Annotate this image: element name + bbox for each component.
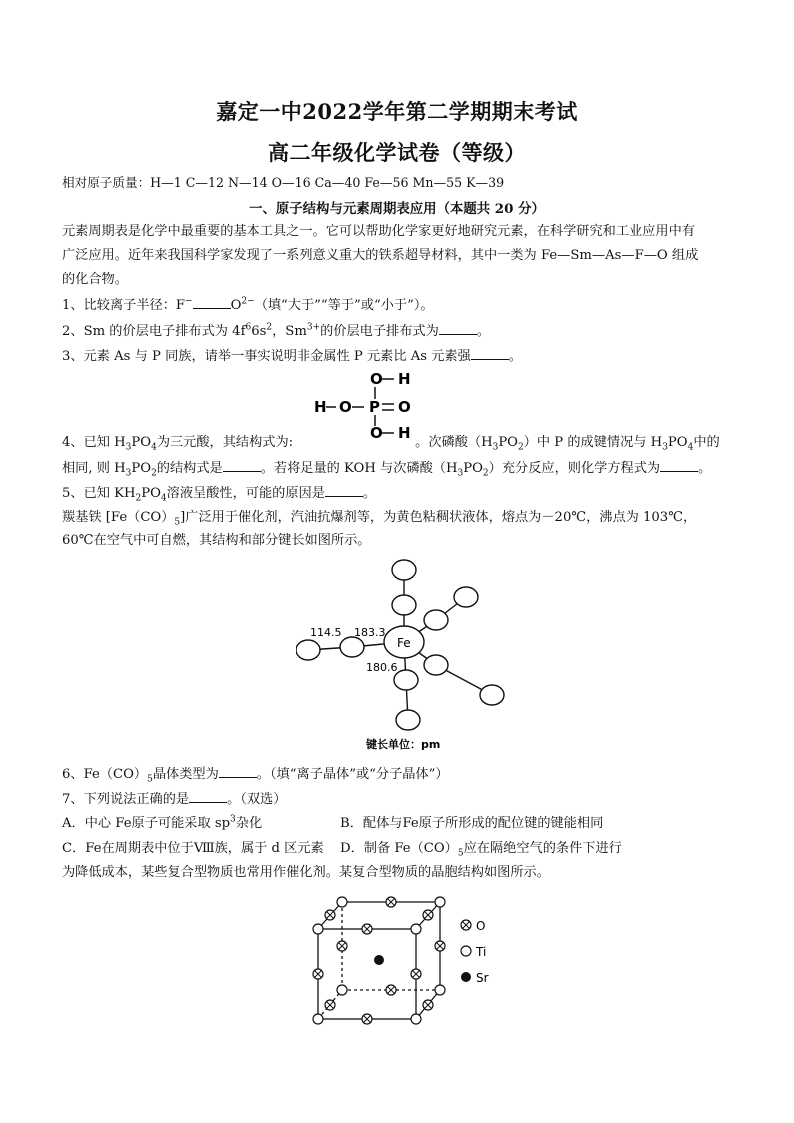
carbon-atom bbox=[424, 610, 448, 630]
q6-text-c: 。（填“离子晶体”或“分子晶体”） bbox=[256, 767, 449, 782]
atom-o-top: O bbox=[370, 370, 383, 388]
option-a[interactable]: A．中心 Fe原子可能采取 $sp^3$杂化 bbox=[62, 814, 263, 831]
q2-text-a: 2、Sm 的价层电子排布式为 4f bbox=[62, 324, 246, 339]
carbon-atom bbox=[394, 670, 418, 690]
bond-length-fe-c-equatorial: 180.6 bbox=[366, 661, 398, 674]
q3-end: 。 bbox=[508, 349, 522, 364]
q2-text-e: 。 bbox=[476, 324, 490, 339]
legend-sr: Sr bbox=[476, 971, 489, 985]
option-a-text-b: 杂化 bbox=[235, 816, 263, 831]
oxygen-atom bbox=[296, 640, 320, 660]
legend-ti: Ti bbox=[476, 945, 487, 959]
answer-blank-q3[interactable] bbox=[471, 347, 509, 360]
bond-length-fe-c-axial: 183.3 bbox=[354, 626, 386, 639]
oxygen-atom bbox=[454, 587, 478, 607]
perovskite-unit-cell bbox=[306, 895, 516, 1030]
option-b[interactable]: B．配体与Fe原子所形成的配位键的键能相同 bbox=[340, 816, 604, 831]
options-row-2 bbox=[62, 840, 742, 858]
answer-blank-q4a[interactable] bbox=[223, 459, 261, 472]
option-d-text-a: D．制备 Fe（CO） bbox=[340, 841, 458, 856]
q4-text-e: PO bbox=[498, 435, 518, 450]
q7-end: 。（双选） bbox=[227, 792, 287, 807]
section-heading: 一、原子结构与元素周期表应用（本题共 20 分） bbox=[249, 201, 545, 217]
q4-l2-e: PO bbox=[463, 461, 483, 476]
question-3 bbox=[62, 347, 742, 366]
bond-length-co: 114.5 bbox=[310, 626, 342, 639]
atom-o-bottom: O bbox=[370, 424, 383, 442]
intro-line-1: 元素周期表是化学中最重要的基本工具之一。它可以帮助化学家更好地研究元素，在科学研究和工业应用中有 bbox=[62, 224, 695, 239]
q7-text: 7、下列说法正确的是 bbox=[62, 792, 190, 807]
catalyst-intro: 为降低成本，某些复合型物质也常用作催化剂。某复合型物质的晶胞结构如图所示。 bbox=[62, 865, 550, 880]
q4-l2-f: ）充分反应，则化学方程式为 bbox=[488, 461, 661, 476]
q4-l2-a: 相同, 则 H bbox=[62, 461, 126, 476]
q4-l2-g: 。 bbox=[698, 461, 712, 476]
intro-line-3: 的化合物。 bbox=[62, 272, 128, 287]
q2-text-b: 6s bbox=[251, 324, 267, 339]
legend-o: O bbox=[476, 919, 486, 933]
q5-text-c: 溶液呈酸性，可能的原因是 bbox=[166, 486, 325, 501]
q1-text-a: 1、比较离子半径：F bbox=[62, 298, 186, 313]
atom-h-top: H bbox=[398, 370, 411, 388]
answer-blank-q5[interactable] bbox=[325, 484, 363, 497]
question-5: 5、已知 $KH_2PO_4$溶液呈酸性，可能的原因是 。 bbox=[62, 486, 377, 504]
answer-blank-q4b[interactable] bbox=[660, 459, 698, 472]
atom-h-left: H bbox=[314, 398, 327, 416]
question-1: 1、比较离子半径：F− $O^{2-}$（填“大于”“等于”或“小于”）。 bbox=[62, 296, 434, 313]
answer-blank-q7[interactable] bbox=[189, 790, 227, 803]
q4-l2-d: 。若将足量的 KOH 与次磷酸（H bbox=[260, 461, 458, 476]
question-4-line-2: 相同, 则 $H_3PO_2$的结构式是 。若将足量的 KOH 与次磷酸$(H_3PO_2)$充分反应，则化学方程式为 。 bbox=[62, 461, 712, 479]
atom-h-bottom: H bbox=[398, 424, 411, 442]
atomic-masses: 相对原子质量：H—1 C—12 N—14 O—16 Ca—40 Fe—56 Mn—55 K—39 bbox=[62, 175, 505, 190]
carbon-atom bbox=[424, 655, 448, 675]
q6-text-a: 6、Fe（CO） bbox=[62, 767, 148, 782]
carbon-atom bbox=[340, 637, 364, 657]
q4-text-g: PO bbox=[667, 435, 688, 450]
question-2: 2、Sm 的价层电子排布式为 $4f^66s^2$，$Sm^{3+}$的价层电子排布式为 。 bbox=[62, 322, 490, 339]
question-7 bbox=[62, 790, 742, 809]
atom-o-double: O bbox=[398, 398, 411, 416]
fe-intro-b: ]广泛用于催化剂，汽油抗爆剂等，为黄色粘稠状液体，熔点为－20℃，沸点为 103℃， bbox=[180, 510, 697, 525]
exam-title: 嘉定一中2022学年第二学期期末考试 bbox=[216, 99, 578, 124]
atom-p: P bbox=[369, 398, 380, 416]
q1-text-c: （填“大于”“等于”或“小于”）。 bbox=[254, 298, 434, 313]
q4-text-c: 为三元酸，其结构式为: bbox=[156, 435, 294, 450]
q5-text-b: PO bbox=[141, 486, 161, 501]
q2-text-d: 的价层电子排布式为 bbox=[320, 324, 439, 339]
option-d[interactable]: D．制备 $Fe(CO)_5$应在隔绝空气的条件下进行 bbox=[340, 841, 622, 859]
bond-unit-label: 键长单位：pm bbox=[366, 738, 441, 751]
options-row-1 bbox=[62, 815, 742, 833]
exam-subtitle: 高二年级化学试卷（等级） bbox=[268, 140, 526, 165]
q4-text-f: ）中 P 的成键情况与 H bbox=[523, 435, 663, 450]
fe-label: Fe bbox=[397, 636, 411, 650]
oxygen-atom bbox=[396, 710, 420, 730]
option-d-text-b: 应在隔绝空气的条件下进行 bbox=[463, 841, 622, 856]
option-a-text-a: A．中心 Fe原子可能采取 sp bbox=[62, 816, 231, 831]
q5-text-a: 5、已知 KH bbox=[62, 486, 136, 501]
q6-text-b: 晶体类型为 bbox=[152, 767, 219, 782]
intro-line-2: 广泛应用。近年来我国科学家发现了一系列意义重大的铁系超导材料，其中一类为 Fe—Sm—As—F—O 组成 bbox=[62, 248, 699, 263]
answer-blank-q2[interactable] bbox=[439, 322, 477, 335]
q4-text-a: 4、已知 H bbox=[62, 435, 126, 450]
phosphoric-acid-structure bbox=[312, 370, 422, 442]
answer-blank-q6[interactable] bbox=[219, 765, 257, 778]
q5-text-d: 。 bbox=[362, 486, 377, 501]
q3-text: 3、元素 As 与 P 同族，请举一事实说明非金属性 P 元素比 As 元素强 bbox=[62, 349, 471, 364]
fe-intro-a: 羰基铁 [Fe（CO） bbox=[62, 510, 175, 525]
q4-text-b: PO bbox=[131, 435, 152, 450]
iron-pentacarbonyl-diagram bbox=[296, 555, 511, 755]
q2-text-c: ，Sm bbox=[272, 324, 307, 339]
q4-text-h: 中的 bbox=[693, 435, 720, 450]
q4-text-d: 。次磷酸（H bbox=[415, 435, 493, 450]
oxygen-atom bbox=[480, 685, 504, 705]
q1-text-b: O bbox=[230, 298, 242, 313]
question-6: 6、$Fe(CO)_5$晶体类型为 。（填“离子晶体”或“分子晶体”） bbox=[62, 767, 449, 785]
q4-l2-b: PO bbox=[131, 461, 152, 476]
atom-o-left: O bbox=[339, 398, 352, 416]
oxygen-atom bbox=[392, 560, 416, 580]
carbon-atom bbox=[392, 595, 416, 615]
fe-intro-line-2: 60℃在空气中可自燃，其结构和部分键长如图所示。 bbox=[62, 533, 371, 548]
fe-intro-line-1: 羰基铁 $[Fe(CO)_5]$广泛用于催化剂，汽油抗爆剂等，为黄色粘稠状液体，熔点为－20℃，沸点为 103℃， bbox=[62, 510, 697, 528]
option-c[interactable]: C．Fe在周期表中位于Ⅷ族，属于 d 区元素 bbox=[62, 841, 324, 856]
q4-l2-c: 的结构式是 bbox=[156, 461, 223, 476]
answer-blank-q1[interactable] bbox=[193, 296, 231, 309]
question-4-line-1: 4、已知 $H_3PO_4$为三元酸，其结构式为: 。次磷酸$(H_3PO_2)$中 P 的成键情况与 $H_3PO_4$中的 bbox=[62, 435, 720, 453]
